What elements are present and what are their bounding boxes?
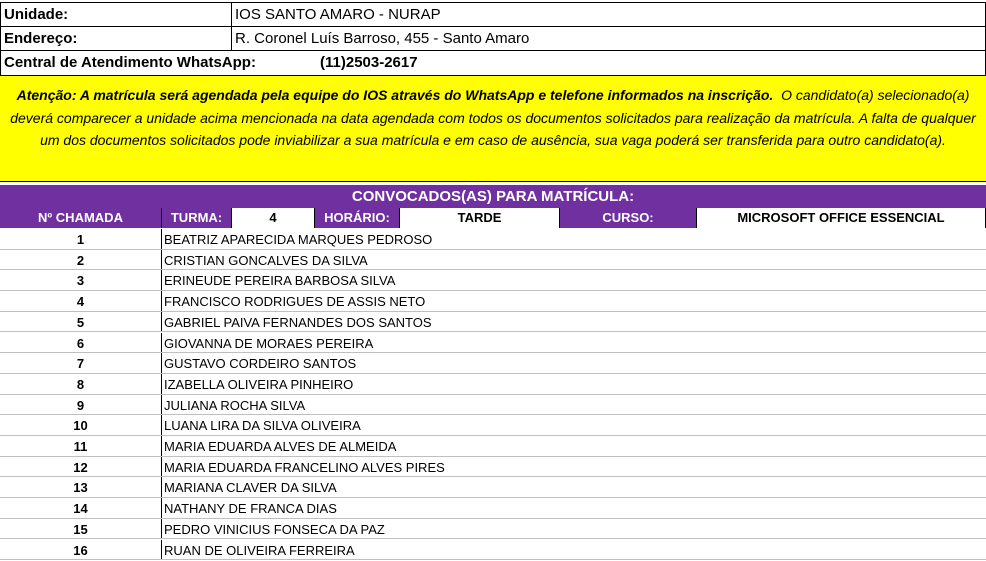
candidate-name: MARIA EDUARDA ALVES DE ALMEIDA	[164, 439, 397, 454]
table-row	[0, 250, 986, 271]
table-row	[0, 415, 986, 436]
table-row	[0, 374, 986, 395]
horario-value: TARDE	[400, 208, 560, 228]
table-row	[0, 519, 986, 540]
table-row	[0, 477, 986, 498]
chamada-number: 12	[0, 457, 162, 477]
whatsapp-value: (11)2503-2617	[320, 54, 418, 71]
candidate-name: JULIANA ROCHA SILVA	[164, 397, 306, 413]
turma-value: 4	[232, 208, 315, 228]
candidate-name: GUSTAVO CORDEIRO SANTOS	[164, 356, 357, 372]
notice-box	[0, 75, 986, 182]
convocados-banner: CONVOCADOS(AS) PARA MATRÍCULA:	[0, 185, 986, 208]
candidate-name: FRANCISCO RODRIGUES DE ASSIS NETO	[164, 294, 426, 310]
unidade-value: IOS SANTO AMARO - NURAP	[235, 6, 441, 23]
candidate-name: RUAN DE OLIVEIRA FERREIRA	[164, 542, 355, 558]
candidate-name: CRISTIAN GONCALVES DA SILVA	[164, 252, 368, 268]
chamada-number: 14	[0, 498, 162, 518]
chamada-number: 10	[0, 415, 162, 435]
chamada-number: 2	[0, 250, 162, 270]
unidade-row	[0, 3, 986, 26]
notice-bold-text: Atenção: A matrícula será agendada pela equipe do IOS através do WhatsApp e telefone informados na inscrição.	[16, 87, 774, 103]
notice-text: O candidato(a) selecionado(a) deverá comparecer a unidade acima mencionada na data agendada com todos os documentos solicitados para realização da matrícula. A falta de qualquer um dos documentos solicitados pode inviabilizar a sua matrícula e em caso de ausência, sua vaga poderá ser transferida para outro candidato(a).	[10, 87, 976, 148]
table-row	[0, 291, 986, 312]
table-row	[0, 395, 986, 416]
whatsapp-row	[0, 51, 986, 74]
table-row	[0, 229, 986, 250]
chamada-number: 1	[0, 229, 162, 249]
table-row	[0, 540, 986, 561]
candidate-name: MARIANA CLAVER DA SILVA	[164, 480, 337, 496]
chamada-number: 13	[0, 477, 162, 497]
chamada-number: 15	[0, 519, 162, 539]
table-row	[0, 457, 986, 478]
chamada-number: 5	[0, 312, 162, 332]
candidate-name: GABRIEL PAIVA FERNANDES DOS SANTOS	[164, 314, 432, 330]
candidate-name: GIOVANNA DE MORAES PEREIRA	[164, 335, 374, 351]
candidate-name: LUANA LIRA DA SILVA OLIVEIRA	[164, 418, 361, 434]
turma-label: TURMA:	[162, 208, 232, 228]
curso-label: CURSO:	[560, 208, 697, 228]
table-row	[0, 498, 986, 519]
table-row	[0, 436, 986, 457]
table-row	[0, 353, 986, 374]
endereco-row	[0, 27, 986, 50]
chamada-number: 3	[0, 270, 162, 290]
chamada-number: 9	[0, 395, 162, 415]
chamada-number: 4	[0, 291, 162, 311]
chamada-header: Nº CHAMADA	[0, 208, 162, 228]
table-row	[0, 270, 986, 291]
whatsapp-label: Central de Atendimento WhatsApp:	[4, 54, 256, 71]
candidate-name: PEDRO VINICIUS FONSECA DA PAZ	[164, 521, 385, 537]
chamada-number: 11	[0, 436, 162, 456]
candidate-name: BEATRIZ APARECIDA MARQUES PEDROSO	[164, 232, 433, 247]
candidate-name: NATHANY DE FRANCA DIAS	[164, 501, 337, 517]
chamada-number: 7	[0, 353, 162, 373]
curso-value: MICROSOFT OFFICE ESSENCIAL	[697, 208, 986, 228]
chamada-number: 6	[0, 333, 162, 353]
chamada-number: 8	[0, 374, 162, 394]
endereco-label: Endereço:	[4, 30, 78, 47]
chamada-number: 16	[0, 540, 162, 560]
candidate-name: MARIA EDUARDA FRANCELINO ALVES PIRES	[164, 459, 445, 475]
unidade-label: Unidade:	[4, 6, 69, 23]
endereco-value: R. Coronel Luís Barroso, 455 - Santo Amaro	[235, 30, 530, 47]
candidate-name: IZABELLA OLIVEIRA PINHEIRO	[164, 376, 354, 392]
candidate-name: ERINEUDE PEREIRA BARBOSA SILVA	[164, 273, 396, 289]
horario-label: HORÁRIO:	[315, 208, 400, 228]
table-row	[0, 333, 986, 354]
table-row	[0, 312, 986, 333]
